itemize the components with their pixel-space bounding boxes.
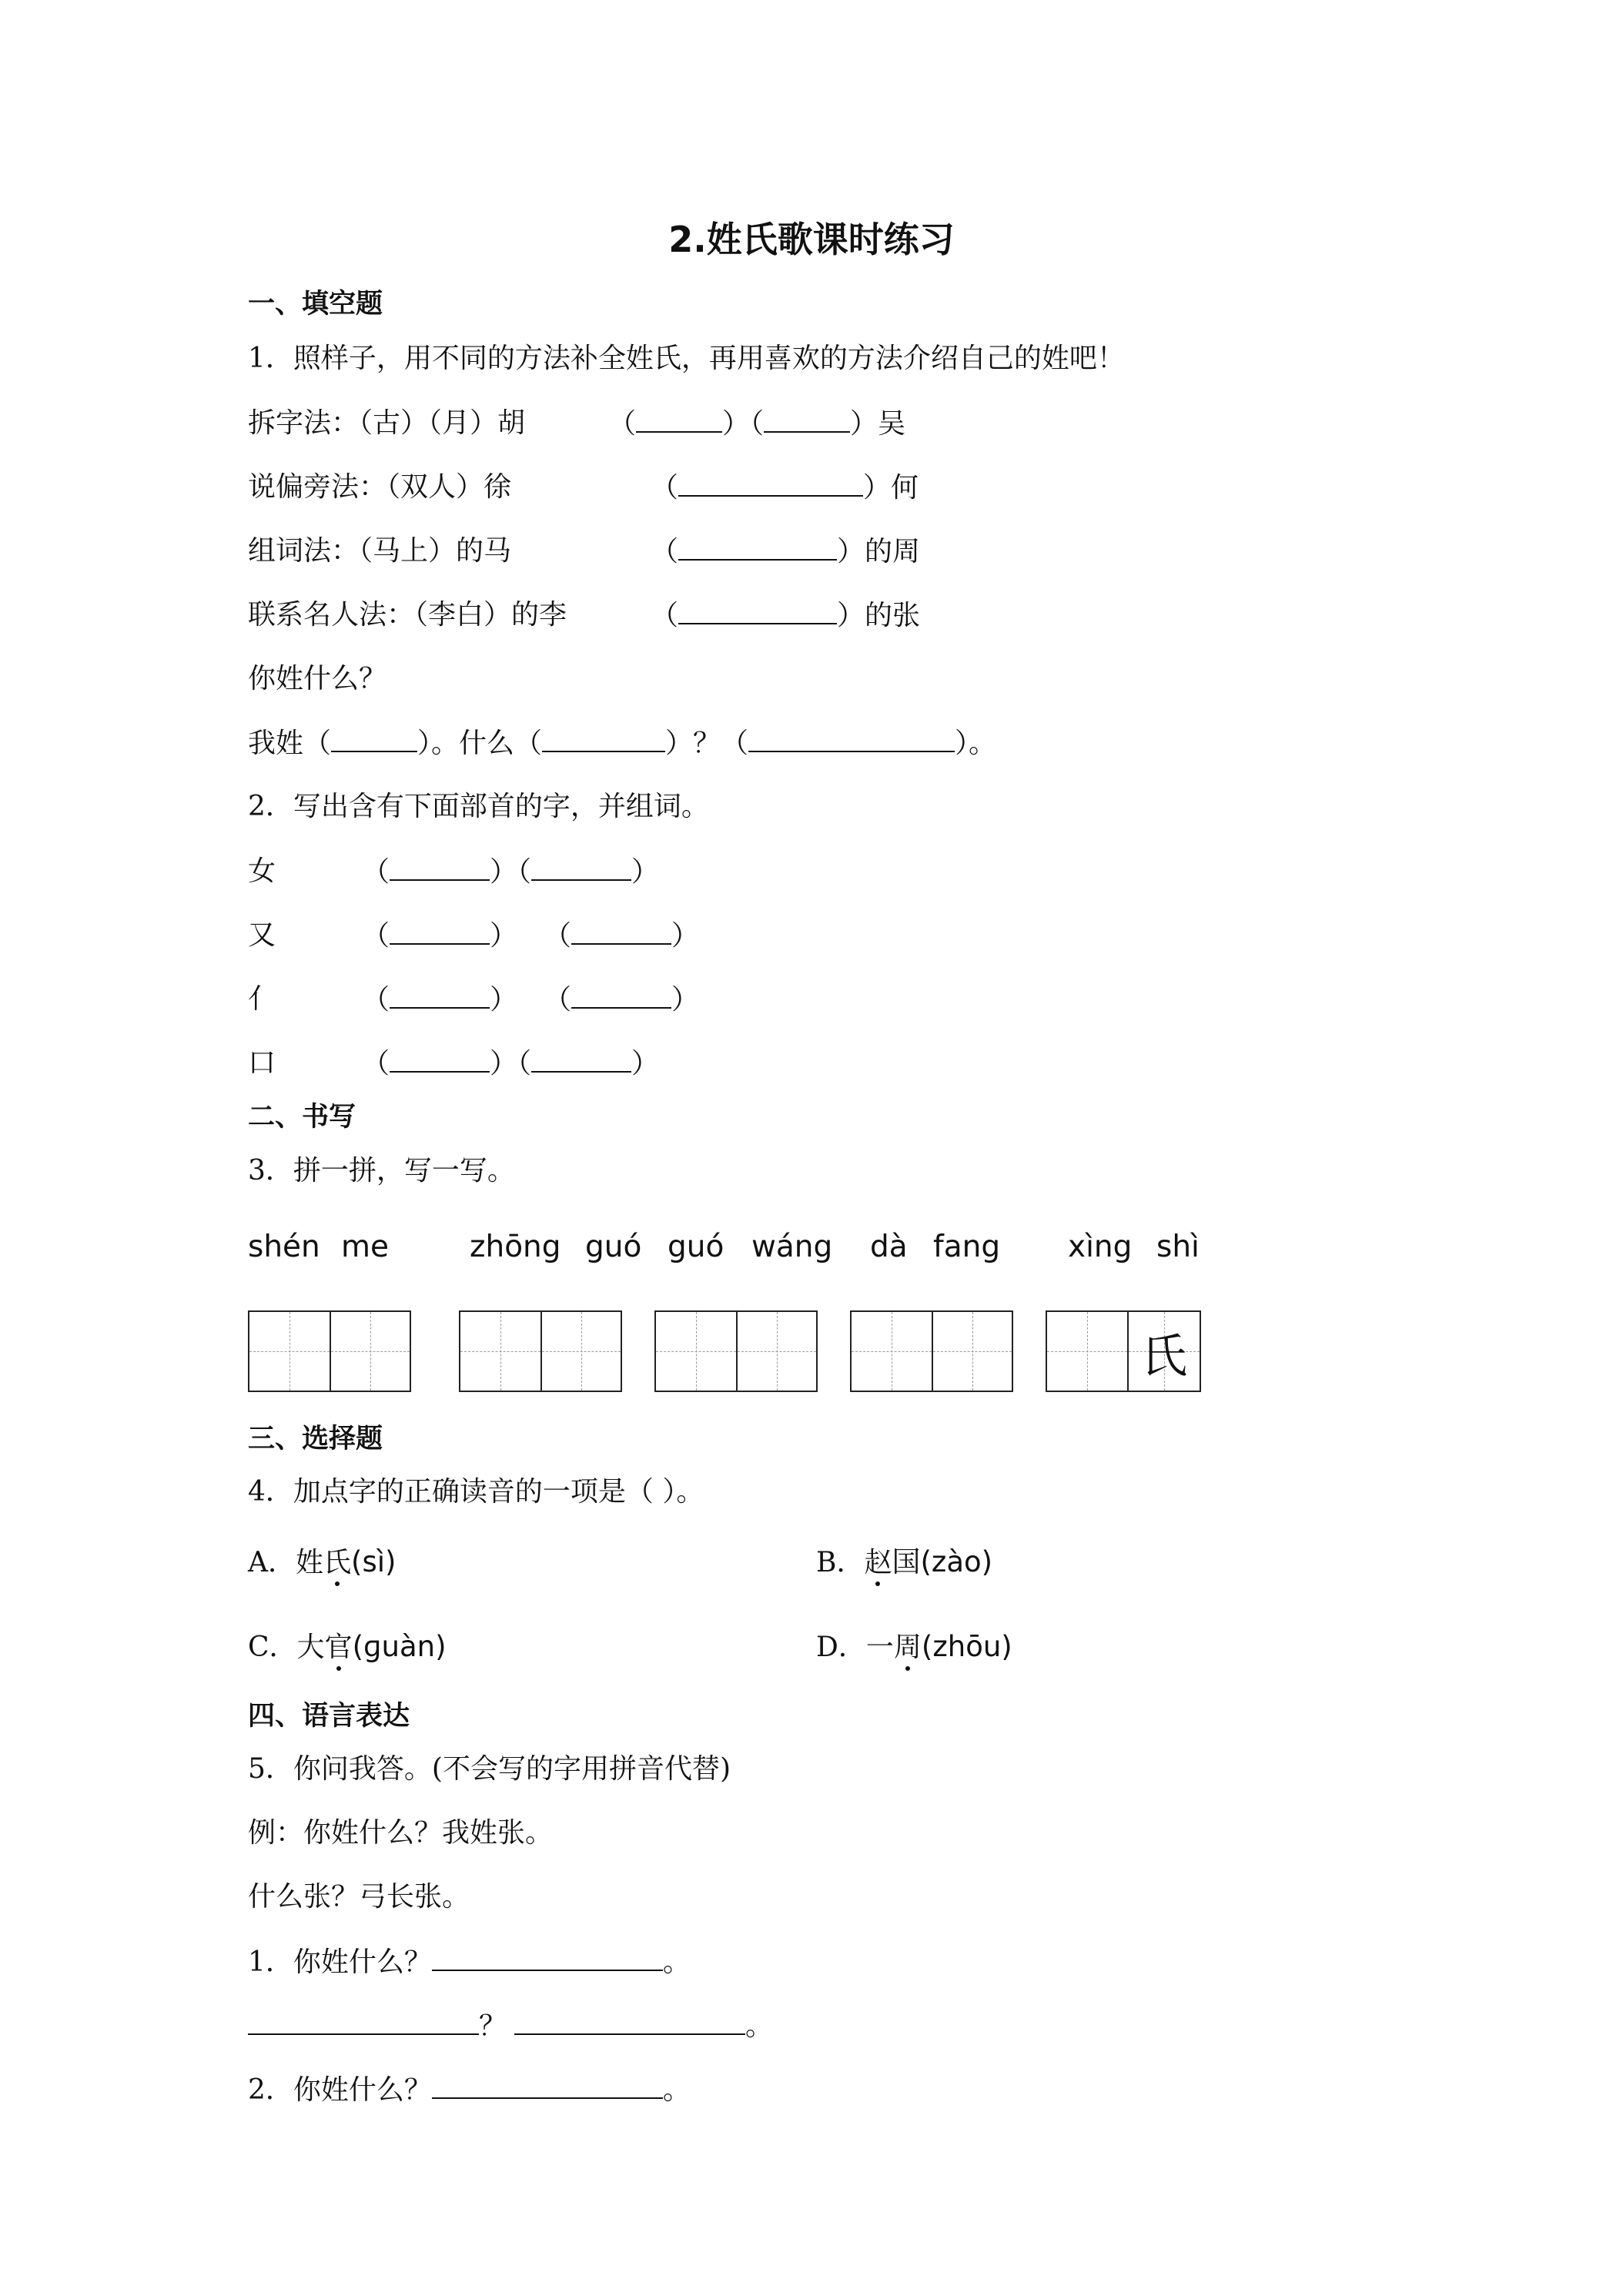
blank-zuci[interactable] <box>678 537 837 561</box>
q1-chaizi-example: 拆字法：（古）（月）胡 <box>248 407 526 439</box>
option-text: 一 <box>865 1632 894 1663</box>
bracket-close: ）吴 <box>850 408 906 440</box>
radical-2: 又 <box>248 919 276 951</box>
answer-blank[interactable] <box>248 2012 479 2035</box>
text-segment: ）。 <box>955 728 997 759</box>
q1-ask: 你姓什么？ <box>248 663 387 694</box>
section-heading-writing: 二、书写 <box>248 1102 356 1133</box>
bracket-close: ） <box>671 984 700 1016</box>
bracket-close: ） <box>631 1048 660 1079</box>
writing-cell[interactable] <box>460 1312 540 1391</box>
question-text: 1．你姓什么？ <box>248 1946 432 1978</box>
option-letter: A． <box>248 1547 296 1578</box>
radical-1-answers <box>362 858 659 886</box>
writing-grid-guowang[interactable] <box>654 1310 818 1392</box>
q1-prompt: 1．照样子，用不同的方法补全姓氏，再用喜欢的方法介绍自己的姓吧！ <box>248 343 1125 374</box>
writing-cell[interactable] <box>932 1312 1012 1391</box>
text-segment: 我姓（ <box>248 728 332 759</box>
bracket-open: （ <box>651 536 679 567</box>
section-heading-choice: 三、选择题 <box>248 1424 383 1454</box>
writing-grid-zhongguo[interactable] <box>459 1310 622 1392</box>
blank[interactable] <box>531 858 631 881</box>
punctuation: 。 <box>745 2010 774 2042</box>
blank-which[interactable] <box>542 729 665 752</box>
answer-blank[interactable] <box>432 1948 663 1971</box>
dotted-character: 氏 <box>323 1547 352 1578</box>
pinyin-wang: wáng <box>751 1230 833 1264</box>
writing-cell[interactable] <box>249 1312 330 1391</box>
pinyin-zhong: zhōng <box>470 1230 561 1264</box>
pinyin-da: dà <box>870 1230 908 1264</box>
text-segment: ）？（ <box>665 728 749 759</box>
blank-chaizi-1[interactable] <box>636 410 722 433</box>
option-text: 姓 <box>296 1547 324 1578</box>
q3-prompt: 3．拼一拼，写一写。 <box>248 1155 515 1186</box>
pinyin-shen: shén <box>248 1230 320 1264</box>
q1-pianpang-example: 说偏旁法：（双人）徐 <box>248 471 512 503</box>
blank-surname[interactable] <box>331 729 417 752</box>
q5-example-2: 什么张？弓长张。 <box>248 1881 470 1913</box>
dotted-character: 周 <box>893 1632 922 1663</box>
q1-zuci-example: 组词法：（马上）的马 <box>248 535 512 567</box>
blank-mingren[interactable] <box>678 601 837 624</box>
blank[interactable] <box>390 922 490 945</box>
bracket-open: （ <box>362 920 390 952</box>
q2-prompt: 2．写出含有下面部首的字，并组词。 <box>248 791 709 822</box>
option-reading: 国(zào) <box>892 1545 993 1578</box>
punctuation: ？ <box>479 2010 507 2042</box>
pinyin-guo-1: guó <box>585 1230 642 1264</box>
blank[interactable] <box>531 1049 631 1073</box>
writing-grid-xingshi[interactable] <box>1046 1310 1201 1392</box>
punctuation: 。 <box>662 2074 691 2106</box>
blank[interactable] <box>390 1049 490 1073</box>
radical-3-answers <box>362 986 699 1014</box>
bracket-mid: ）（ <box>490 1048 532 1079</box>
writing-cell[interactable] <box>852 1312 932 1391</box>
bracket-open: （ <box>608 408 637 440</box>
writing-cell-given <box>1127 1312 1200 1391</box>
pinyin-fang: fang <box>933 1230 1001 1264</box>
q1-chaizi-answer <box>608 410 905 438</box>
q1-mingren-answer <box>651 601 920 630</box>
q1-self-intro <box>248 729 996 758</box>
blank[interactable] <box>390 858 490 881</box>
dotted-character: 官 <box>324 1632 353 1663</box>
q5-line-1 <box>248 1948 691 1976</box>
blank-chaizi-2[interactable] <box>764 410 850 433</box>
radical-4: 口 <box>248 1047 276 1079</box>
pinyin-guo-2: guó <box>668 1230 724 1264</box>
option-letter: D． <box>816 1632 866 1663</box>
bracket-close: ） <box>490 920 518 952</box>
answer-blank[interactable] <box>432 2076 663 2099</box>
bracket-open: （ <box>651 600 679 631</box>
radical-3: 亻 <box>248 983 276 1015</box>
punctuation: 。 <box>662 1946 691 1978</box>
q5-prompt: 5．你问我答。(不会写的字用拼音代替) <box>248 1753 731 1785</box>
question-text: 2．你姓什么？ <box>248 2074 432 2106</box>
writing-cell[interactable] <box>540 1312 621 1391</box>
writing-cell[interactable] <box>736 1312 816 1391</box>
bracket-open: （ <box>362 1048 390 1079</box>
bracket-open: （ <box>544 920 572 952</box>
bracket-open: （ <box>362 984 390 1016</box>
pinyin-xing: xìng <box>1068 1230 1133 1264</box>
answer-blank[interactable] <box>514 2012 745 2035</box>
option-c[interactable] <box>248 1632 447 1662</box>
option-letter: B． <box>816 1547 865 1578</box>
option-d[interactable] <box>816 1632 1012 1662</box>
q5-line-1-followup <box>248 2012 773 2040</box>
section-heading-expression: 四、语言表达 <box>248 1701 410 1732</box>
radical-2-answers <box>362 922 699 950</box>
option-reading: (sì) <box>351 1545 397 1578</box>
q5-line-2 <box>248 2076 691 2104</box>
bracket-mid: ）（ <box>722 408 765 440</box>
writing-cell[interactable] <box>1047 1312 1127 1391</box>
given-character: 氏 <box>1141 1330 1187 1384</box>
bracket-close: ）的周 <box>837 536 921 567</box>
writing-cell[interactable] <box>330 1312 410 1391</box>
q4-prompt: 4．加点字的正确读音的一项是（ ）。 <box>248 1476 704 1508</box>
option-letter: C． <box>248 1632 297 1663</box>
blank[interactable] <box>571 922 671 945</box>
dotted-character: 赵 <box>864 1547 892 1578</box>
option-reading: (zhōu) <box>921 1630 1012 1663</box>
page-title: 2.姓氏歌课时练习 <box>668 219 955 260</box>
bracket-close: ）何 <box>863 472 919 504</box>
q5-example-1: 例：你姓什么？我姓张。 <box>248 1817 554 1849</box>
bracket-close: ） <box>490 984 518 1016</box>
blank-explain[interactable] <box>748 729 955 752</box>
text-segment: ）。什么（ <box>417 728 543 759</box>
blank[interactable] <box>571 986 671 1009</box>
bracket-close: ） <box>671 920 700 952</box>
bracket-close: ）的张 <box>837 600 921 631</box>
writing-cell[interactable] <box>656 1312 736 1391</box>
bracket-close: ） <box>631 856 660 888</box>
bracket-open: （ <box>544 984 572 1016</box>
option-a[interactable] <box>248 1545 397 1578</box>
option-text: 大 <box>296 1632 325 1663</box>
bracket-mid: ）（ <box>490 856 532 888</box>
option-reading: (ɡuàn) <box>352 1630 447 1663</box>
blank[interactable] <box>390 986 490 1009</box>
radical-1: 女 <box>248 855 276 887</box>
blank-pianpang[interactable] <box>678 474 863 497</box>
section-heading-fill-blank: 一、填空题 <box>248 289 383 320</box>
option-b[interactable] <box>816 1545 993 1578</box>
q1-mingren-example: 联系名人法：（李白）的李 <box>248 599 567 631</box>
q1-zuci-answer <box>651 537 920 566</box>
bracket-open: （ <box>651 472 679 504</box>
pinyin-me: me <box>341 1230 389 1264</box>
bracket-open: （ <box>362 856 390 888</box>
radical-4-answers <box>362 1049 659 1078</box>
writing-grid-dafang[interactable] <box>850 1310 1013 1392</box>
writing-grid-shenme[interactable] <box>248 1310 411 1392</box>
pinyin-shi: shì <box>1156 1230 1200 1264</box>
q1-pianpang-answer <box>651 474 919 502</box>
